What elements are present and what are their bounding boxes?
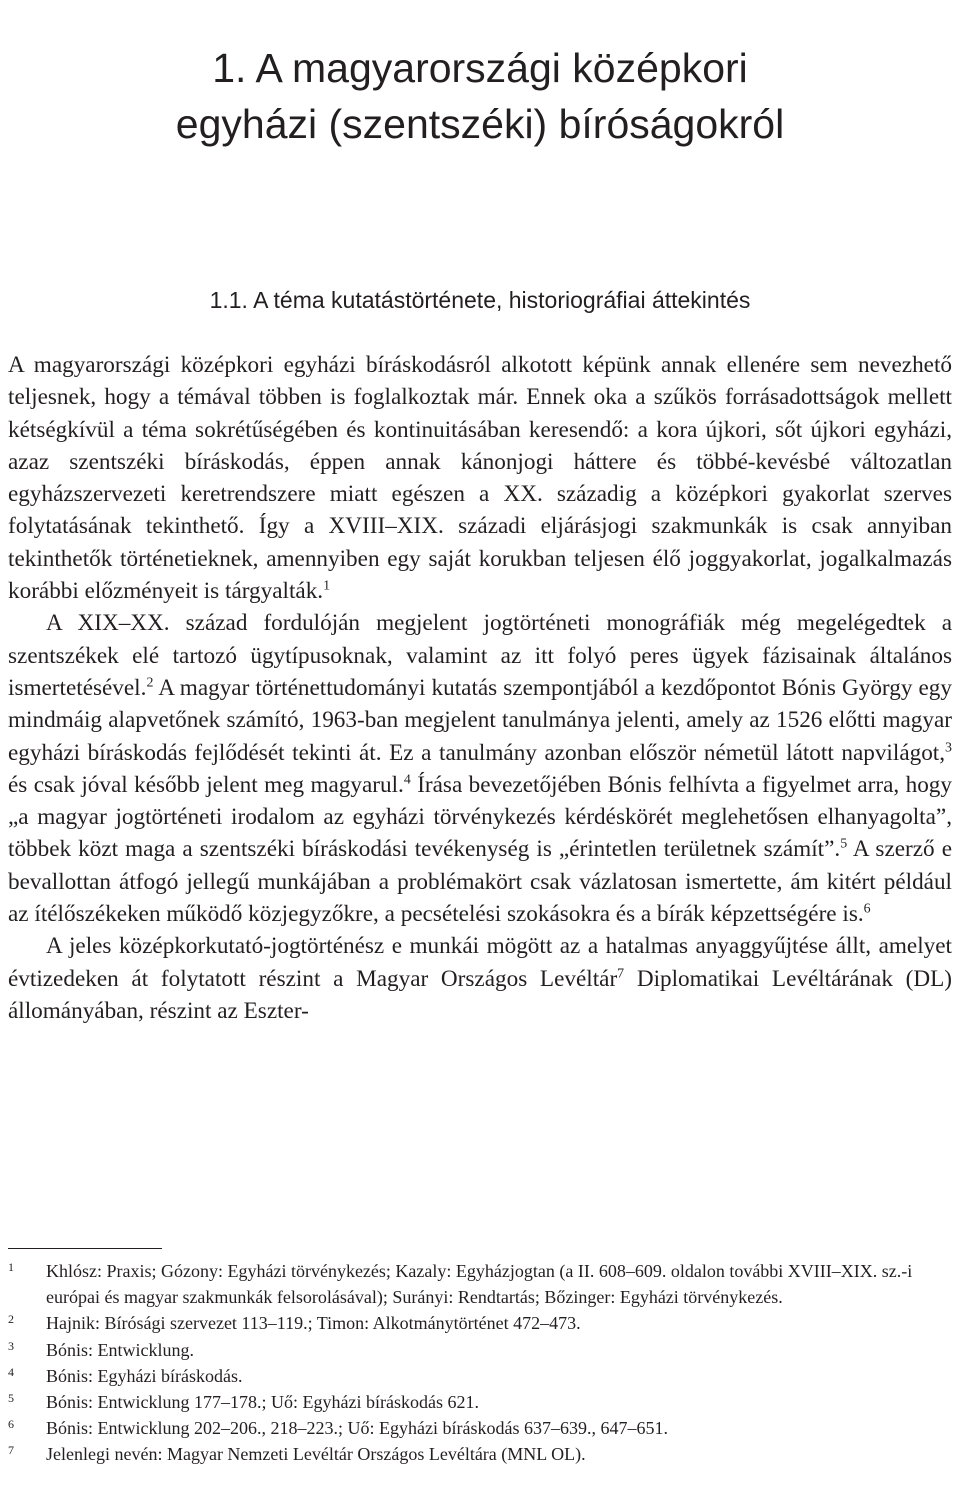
footnote-text: Jelenlegi nevén: Magyar Nemzeti Levéltár Országos Levéltára (MNL OL). — [46, 1444, 586, 1465]
chapter-title — [0, 40, 960, 152]
footnote-ref: 1 — [323, 578, 331, 594]
footnote-ref: 4 — [403, 772, 411, 788]
footnote-text: Khlósz: Praxis; Gózony: Egyházi törvénykezés; Kazaly: Egyházjogtan (a II. 608–609. oldalon további XVIII–XIX. sz.-i európai és magyar szakmunkák felsorolásával); Surányi: Rendtartás; Bőzinger: Egyházi törvénykezés. — [46, 1261, 913, 1308]
footnote-separator — [8, 1248, 162, 1249]
paragraph-3 — [8, 930, 952, 1027]
footnote-text: Hajnik: Bírósági szervezet 113–119.; Timon: Alkotmánytörténet 472–473. — [46, 1313, 581, 1334]
paragraph-3-text: Diplomatikai Levéltárának (DL) állományában, részint az Eszter- — [8, 965, 952, 1024]
footnote-number: 1 — [8, 1260, 14, 1274]
body-text — [8, 349, 952, 1027]
chapter-title-line-1: 1. A magyarországi középkori — [212, 45, 748, 91]
paragraph-2-text: A XIX–XX. század fordulóján megjelent jogtörténeti monográfiák még megelégedtek a szentszékek elé tartozó ügytípusoknak, valamint az itt folyó peres ügyek fázisainak általános ismertetésével. — [8, 610, 952, 701]
footnote-number: 2 — [8, 1312, 14, 1327]
footnote-text: Bónis: Entwicklung. — [46, 1339, 194, 1360]
footnote — [8, 1337, 952, 1363]
footnote-ref: 7 — [617, 965, 625, 981]
footnote — [8, 1415, 952, 1441]
footnote-ref: 6 — [863, 901, 871, 917]
footnote — [8, 1441, 952, 1467]
footnote-ref: 3 — [945, 739, 952, 755]
paragraph-1 — [8, 349, 952, 607]
footnote-number: 3 — [8, 1338, 14, 1353]
footnotes — [8, 1258, 952, 1468]
section-title: 1.1. A téma kutatástörténete, historiográfiai áttekintés — [209, 287, 751, 313]
footnote — [8, 1310, 952, 1336]
footnote-number: 7 — [8, 1443, 14, 1458]
footnote-number: 6 — [8, 1417, 14, 1432]
footnote-text: Bónis: Egyházi bíráskodás. — [46, 1365, 243, 1386]
footnote — [8, 1258, 952, 1310]
paragraph-1-text: A magyarországi középkori egyházi bíráskodásról alkotott képünk annak ellenére sem nevezhető teljesnek, hogy a témával többen is foglalkoztak már. Ennek oka a szűkös forrásadottságok mellett kétségkívül a téma sokrétűségében és kontinuitásában keresendő: a kora újkori, sőt újkori egyházi, azaz szentszéki bíráskodás, éppen annak kánonjogi háttere és többé-kevésbé változatlan egyházszervezeti keretrendszere miatt egészen a XX. századig a középkori gyakorlat szerves folytatásának tekinthető. Így a XVIII–XIX. századi eljárásjogi szakmunkák is csak annyiban tekinthetők történetieknek, amennyiben egy saját korukban teljesen élő joggyakorlat, jogalkalmazás korábbi előzményeit is tárgyalták. — [8, 352, 952, 605]
paragraph-3-text: A jeles középkorkutató-jogtörténész e munkái mögött az a hatalmas anyaggyűjtése állt, amelyet évtizedeken át folytatott részint a Magyar Országos Levéltár — [8, 933, 952, 992]
chapter-title-line-2: egyházi (szentszéki) bíróságokról — [175, 101, 785, 147]
footnote — [8, 1363, 952, 1389]
footnote — [8, 1389, 952, 1415]
footnote-ref: 5 — [840, 836, 848, 852]
footnote-ref: 2 — [146, 675, 154, 691]
paragraph-2-text: Írása bevezetőjében Bónis felhívta a figyelmet arra, hogy „a magyar jogtörténeti irodalom az egyházi törvénykezés kérdéskörét meglehetősen elhanyagolta”, többek közt maga a szentszéki bíráskodási tevékenység is „érintetlen területnek számít”. — [8, 771, 952, 863]
paragraph-2-text: A magyar történettudományi kutatás szempontjából a kezdőpontot Bónis György egy mindmáig alapvetőnek számító, 1963-ban megjelent tanulmánya jelenti, amely az 1526 előtti magyar egyházi bíráskodás fejlődését tekinti át. Ez a tanulmány azonban először németül látott napvilágot, — [8, 674, 952, 766]
paragraph-2-text: és csak jóval később jelent meg magyarul. — [8, 771, 404, 798]
footnote-number: 4 — [8, 1364, 14, 1379]
footnote-text: Bónis: Entwicklung 202–206., 218–223.; Uő: Egyházi bíráskodás 637–639., 647–651. — [46, 1418, 668, 1439]
footnote-text: Bónis: Entwicklung 177–178.; Uő: Egyházi bíráskodás 621. — [46, 1392, 479, 1413]
paragraph-2 — [8, 607, 952, 930]
paragraph-2-text: A szerző e bevallottan átfogó jellegű munkájában a problémakört csak vázlatosan ismertette, ám kitért például az ítélőszékeken működő közjegyzőkre, a pecsételési szokásokra és a bírák képzettségére is. — [8, 836, 952, 928]
footnote-number: 5 — [8, 1391, 14, 1406]
